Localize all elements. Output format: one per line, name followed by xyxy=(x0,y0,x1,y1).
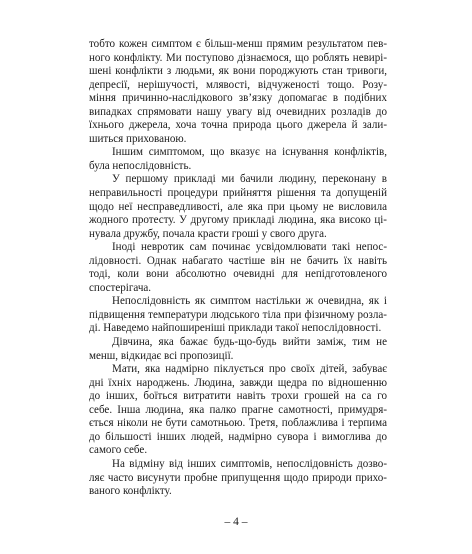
text-line: лідовності. Однак набагато частіше він не бачить їх навіть xyxy=(89,254,387,267)
text-line: шені конфлікти з людьми, як вони породжують стан тривоги, xyxy=(89,65,387,78)
text-line: підвищення температури людського тіла при фізичному розла- xyxy=(89,308,387,321)
text-line: самого себе. xyxy=(89,444,148,457)
paragraph-first-line: Іноді невротик сам починає усвідомлювати такі непос- xyxy=(112,241,387,254)
text-line: шиться прихованою. xyxy=(89,132,187,145)
paragraph-first-line: На відміну від інших симптомів, непослідовність дозво- xyxy=(112,457,387,470)
text-line: міння причинно-наслідкового зв’язку допомагає в подібних xyxy=(89,92,387,105)
body-text xyxy=(89,38,387,499)
paragraph-first-line: Іншим симптомом, що вказує на існування конфліктів, xyxy=(112,146,387,159)
text-line: до інших, боїться витратити навіть трохи грошей на са го xyxy=(89,390,387,403)
text-line: спостерігача. xyxy=(89,281,152,294)
text-line: ється ніколи не бути самотньою. Третя, поблажлива і терпима xyxy=(89,417,387,430)
text-line: менш, відкидає всі пропозиції. xyxy=(89,349,234,362)
text-line: щодо неї несправедливості, але яка при цьому не висловила xyxy=(89,200,387,213)
text-line: ваного конфлікту. xyxy=(89,485,172,498)
paragraph-first-line: Дівчина, яка бажає будь-що-будь вийти заміж, тим не xyxy=(112,336,387,349)
page-number: – 4 – xyxy=(224,516,248,528)
text-line: тоді, коли вони абсолютно очевидні для непідготовленого xyxy=(89,268,387,281)
paragraph-first-line: У першому прикладі ми бачили людину, переконану в xyxy=(112,173,387,186)
text-line: неправильності процедури прийняття рішення та допущеній xyxy=(89,187,387,200)
text-line: випадках спрямовати нашу увагу від очевидних розладів до xyxy=(89,105,387,118)
paragraph-first-line: Непослідовність як симптом настільки ж очевидна, як і xyxy=(112,295,387,308)
paragraph-first-line: Мати, яка надмірно піклується про своїх дітей, забуває xyxy=(112,363,387,376)
text-line: була непослідовність. xyxy=(89,159,192,172)
text-line: до більшості інших людей, надмірно сувора і вимоглива до xyxy=(89,430,387,443)
text-line: депресії, нерішучості, млявості, відчуженості тощо. Розу- xyxy=(89,78,387,91)
text-line: їхнього джерела, хоча точна природа цього джерела й зали- xyxy=(89,119,387,132)
text-line: ного конфлікту. Ми поступово дізнаємося, що роблять невирі- xyxy=(89,51,387,64)
text-line: ді. Наведемо найпоширеніші приклади такої непослідовності. xyxy=(89,322,382,335)
text-line: нувала дружбу, почала красти гроші у свого друга. xyxy=(89,227,327,240)
text-line: себе. Інша людина, яка палко прагне самотності, примудря- xyxy=(89,403,387,416)
text-line: жодного протесту. У другому прикладі людина, яка високо ці- xyxy=(89,214,387,227)
text-line: тобто кожен симптом є більш-менш прямим результатом пев- xyxy=(89,38,387,50)
text-line: дні їхніх народжень. Людина, завжди щедра по відношенню xyxy=(89,376,387,389)
text-line: ляє часто висунути пробне припущення щодо природи прихо- xyxy=(89,471,387,484)
